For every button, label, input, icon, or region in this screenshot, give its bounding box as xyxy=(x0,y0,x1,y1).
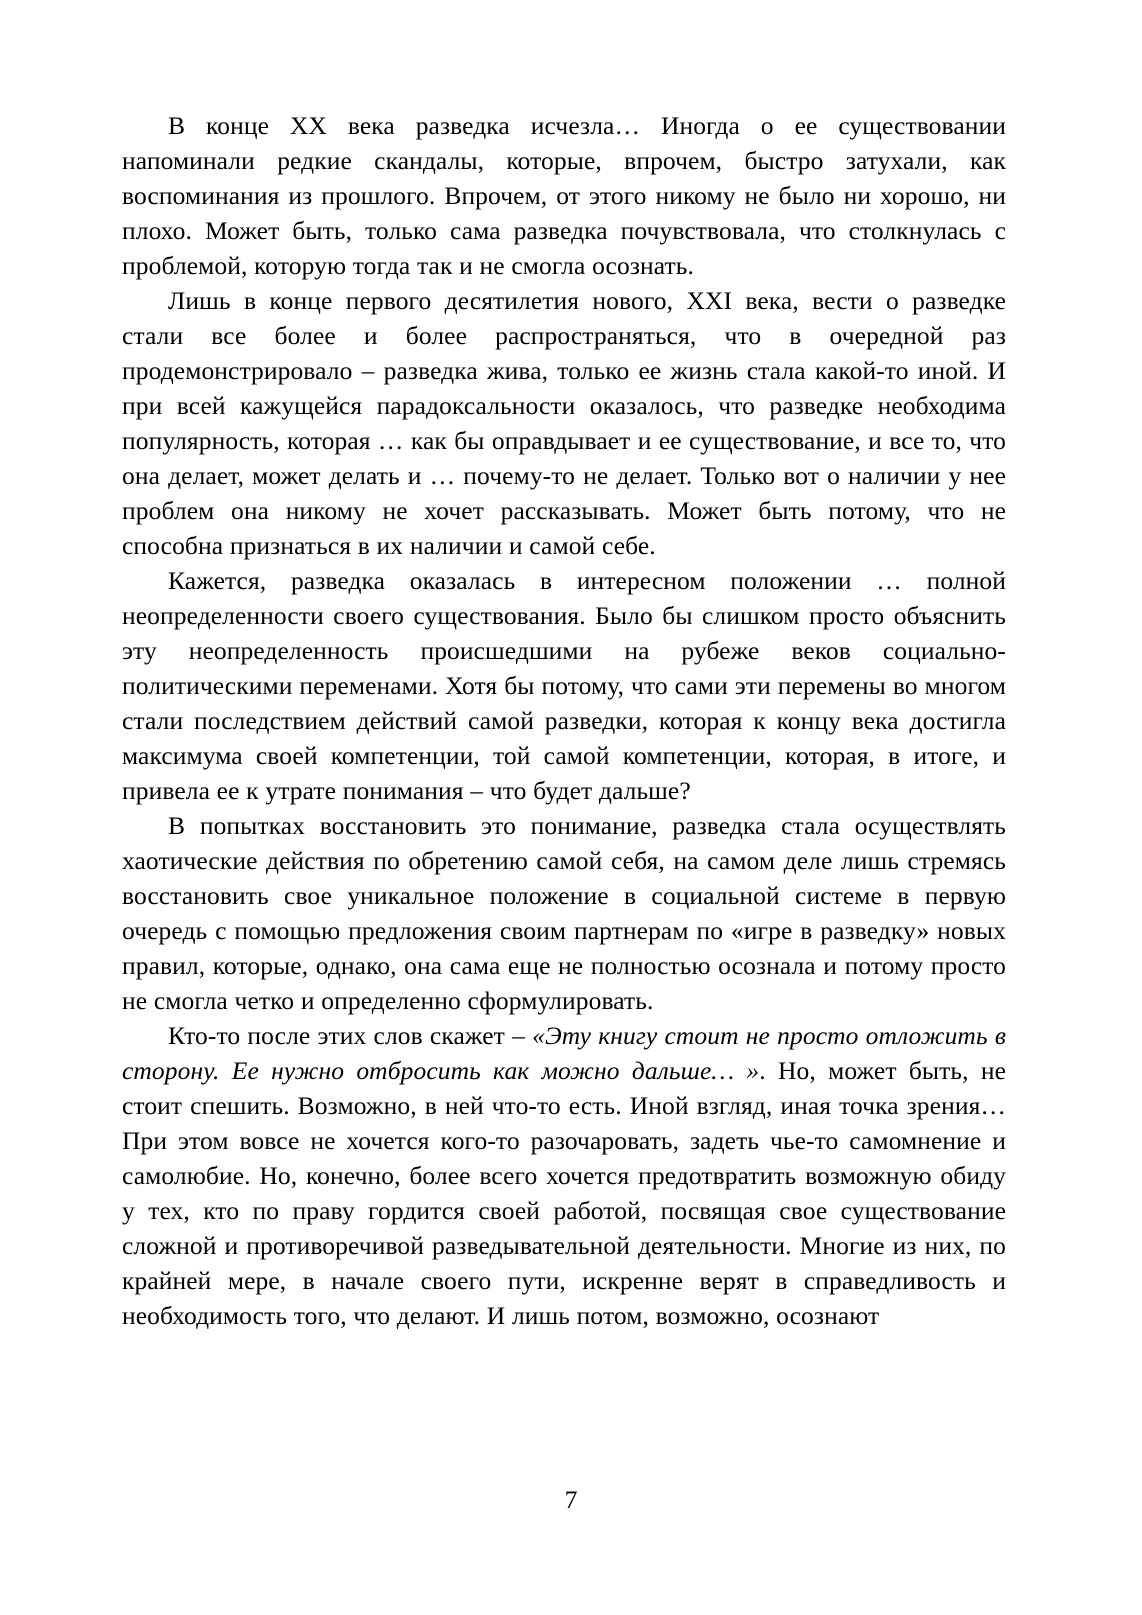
body-paragraph-4: В попытках восстановить это понимание, разведка стала осуществлять хаотические действия по обретению самой себя, на самом деле лишь стремясь восстановить свое уникальное положение в социальной системе в первую очередь с помощью предложения своим партнерам по «игре в разведку» новых правил, которые, однако, она сама еще не полностью осознала и потому просто не смогла четко и определенно сформулировать. xyxy=(122,811,1006,1015)
paragraph-5-tail-text: . Но, может быть, не стоит спешить. Возможно, в ней что-то есть. Иной взгляд, иная точка зрения… При этом вовсе не хочется кого-то разочаровать, задеть чье-то самомнение и самолюбие. Но, конечно, более всего хочется предотвратить возможную обиду у тех, кто по праву гордится своей работой, посвящая свое существование сложной и противоречивой разведывательной деятельности. Многие из них, по крайней мере, в начале своего пути, искренне верят в справедливость и необходимость того, что делают. И лишь потом, возможно, осознают xyxy=(122,1056,1007,1330)
page-number: 7 xyxy=(564,1485,578,1514)
page-text-body xyxy=(122,108,1006,1333)
paragraph-5-lead-text: Кто-то после этих слов скажет – xyxy=(168,1021,533,1050)
paragraph-5-italic-quotation: «Эту книгу стоит не просто отложить в сторону. Ее нужно отбросить как можно дальше… » xyxy=(122,1021,1006,1085)
body-paragraph-5 xyxy=(122,1018,1006,1333)
body-paragraph-3: Кажется, разведка оказалась в интересном положении … полной неопределенности своего существования. Было бы слишком просто объяснить эту неопределенность происшедшими на рубеже веков социально-политическими переменами. Хотя бы потому, что сами эти перемены во многом стали последствием действий самой разведки, которая к концу века достигла максимума своей компетенции, той самой компетенции, которая, в итоге, и привела ее к утрате понимания – что будет дальше? xyxy=(122,566,1006,805)
body-paragraph-2: Лишь в конце первого десятилетия нового, XXI века, вести о разведке стали все более и более распространяться, что в очередной раз продемонстрировало – разведка жива, только ее жизнь стала какой-то иной. И при всей кажущейся парадоксальности оказалось, что разведке необходима популярность, которая … как бы оправдывает и ее существование, и все то, что она делает, может делать и … почему-то не делает. Только вот о наличии у нее проблем она никому не хочет рассказывать. Может быть потому, что не способна признаться в их наличии и самой себе. xyxy=(122,286,1006,560)
body-paragraph-1: В конце XX века разведка исчезла… Иногда о ее существовании напоминали редкие скандалы, которые, впрочем, быстро затухали, как воспоминания из прошлого. Впрочем, от этого никому не было ни хорошо, ни плохо. Может быть, только сама разведка почувствовала, что столкнулась с проблемой, которую тогда так и не смогла осознать. xyxy=(122,111,1006,280)
